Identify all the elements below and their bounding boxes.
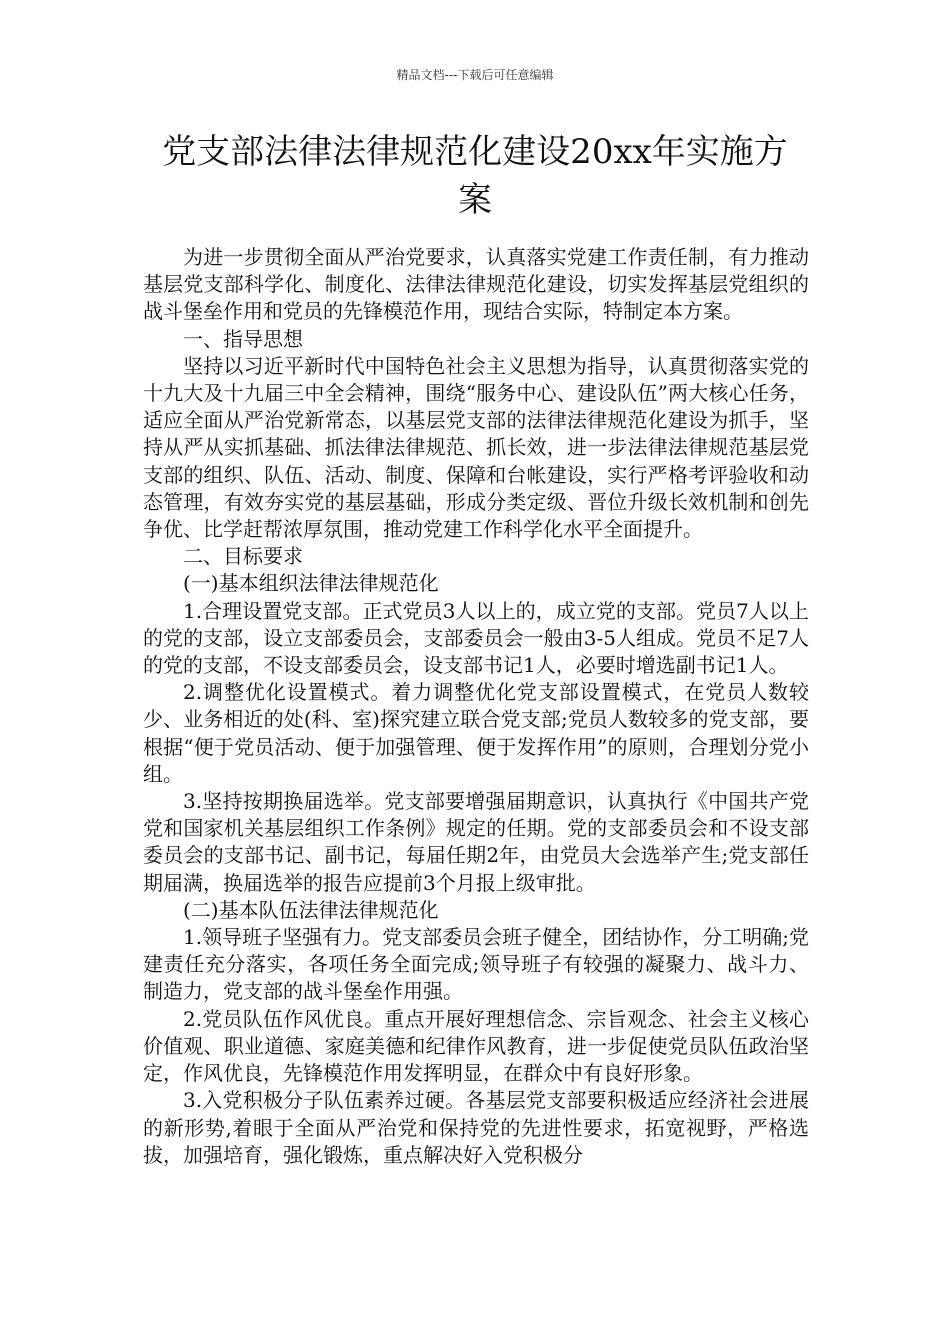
intro-paragraph: 为进一步贯彻全面从严治党要求，认真落实党建工作责任制，有力推动基层党支部科学化、制度化、法律法律规范化建设，切实发挥基层党组织的战斗堡垒作用和党员的先锋模范作用，现结合实际，特制定本方案。 bbox=[143, 245, 809, 324]
subsection-heading-organization: (一)基本组织法律法律规范化 bbox=[183, 571, 439, 596]
team-item-1: 1.领导班子坚强有力。党支部委员会班子健全，团结协作，分工明确;党建责任充分落实，各项任务全面完成;领导班子有较强的凝聚力、战斗力、制造力，党支部的战斗堡垒作用强。 bbox=[143, 925, 809, 1004]
document-body bbox=[143, 244, 809, 1169]
document-title-line-2: 案 bbox=[458, 180, 492, 220]
subsection-heading-team: (二)基本队伍法律法律规范化 bbox=[183, 897, 439, 922]
document-title bbox=[120, 128, 830, 224]
guiding-ideology-paragraph: 坚持以习近平新时代中国特色社会主义思想为指导，认真贯彻落实党的十九大及十九届三中全会精神，围绕“服务中心、建设队伍”两大核心任务，适应全面从严治党新常态，以基层党支部的法律法律规范化建设为抓手，坚持从严从实抓基础、抓法律法律规范、抓长效，进一步法律法律规范基层党支部的组织、队伍、活动、制度、保障和台帐建设，实行严格考评验收和动态管理，有效夯实党的基层基础，形成分类定级、晋位升级长效机制和创先争优、比学赶帮浓厚氛围，推动党建工作科学化水平全面提升。 bbox=[143, 353, 809, 542]
page-header-note: 精品文档---下载后可任意编辑 bbox=[396, 68, 554, 82]
organization-item-3: 3.坚持按期换届选举。党支部要增强届期意识，认真执行《中国共产党党和国家机关基层组织工作条例》规定的任期。党的支部委员会和不设支部委员会的支部书记、副书记，每届任期2年，由党员大会选举产生;党支部任期届满，换届选举的报告应提前3个月报上级审批。 bbox=[143, 789, 809, 895]
organization-item-2: 2.调整优化设置模式。着力调整优化党支部设置模式，在党员人数较少、业务相近的处(科、室)探究建立联合党支部;党员人数较多的党支部，要根据“便于党员活动、便于加强管理、便于发挥作用”的原则，合理划分党小组。 bbox=[143, 680, 809, 786]
document-title-line-1: 党支部法律法律规范化建设20xx年实施方 bbox=[162, 132, 788, 172]
team-item-3: 3.入党积极分子队伍素养过硬。各基层党支部要积极适应经济社会进展的新形势,着眼于全面从严治党和保持党的先进性要求，拓宽视野，严格选拔，加强培育，强化锻炼，重点解决好入党积极分 bbox=[143, 1088, 809, 1167]
team-item-2: 2.党员队伍作风优良。重点开展好理想信念、宗旨观念、社会主义核心价值观、职业道德、家庭美德和纪律作风教育，进一步促使党员队伍政治坚定，作风优良，先锋模范作用发挥明显，在群众中有良好形象。 bbox=[143, 1006, 809, 1086]
section-heading-guiding-ideology: 一、指导思想 bbox=[183, 326, 303, 351]
organization-item-1: 1.合理设置党支部。正式党员3人以上的，成立党的支部。党员7人以上的党的支部，设立支部委员会，支部委员会一般由3-5人组成。党员不足7人的党的支部，不设支部委员会，设支部书记1人，必要时增选副书记1人。 bbox=[143, 598, 809, 678]
section-heading-goals: 二、目标要求 bbox=[183, 544, 303, 569]
